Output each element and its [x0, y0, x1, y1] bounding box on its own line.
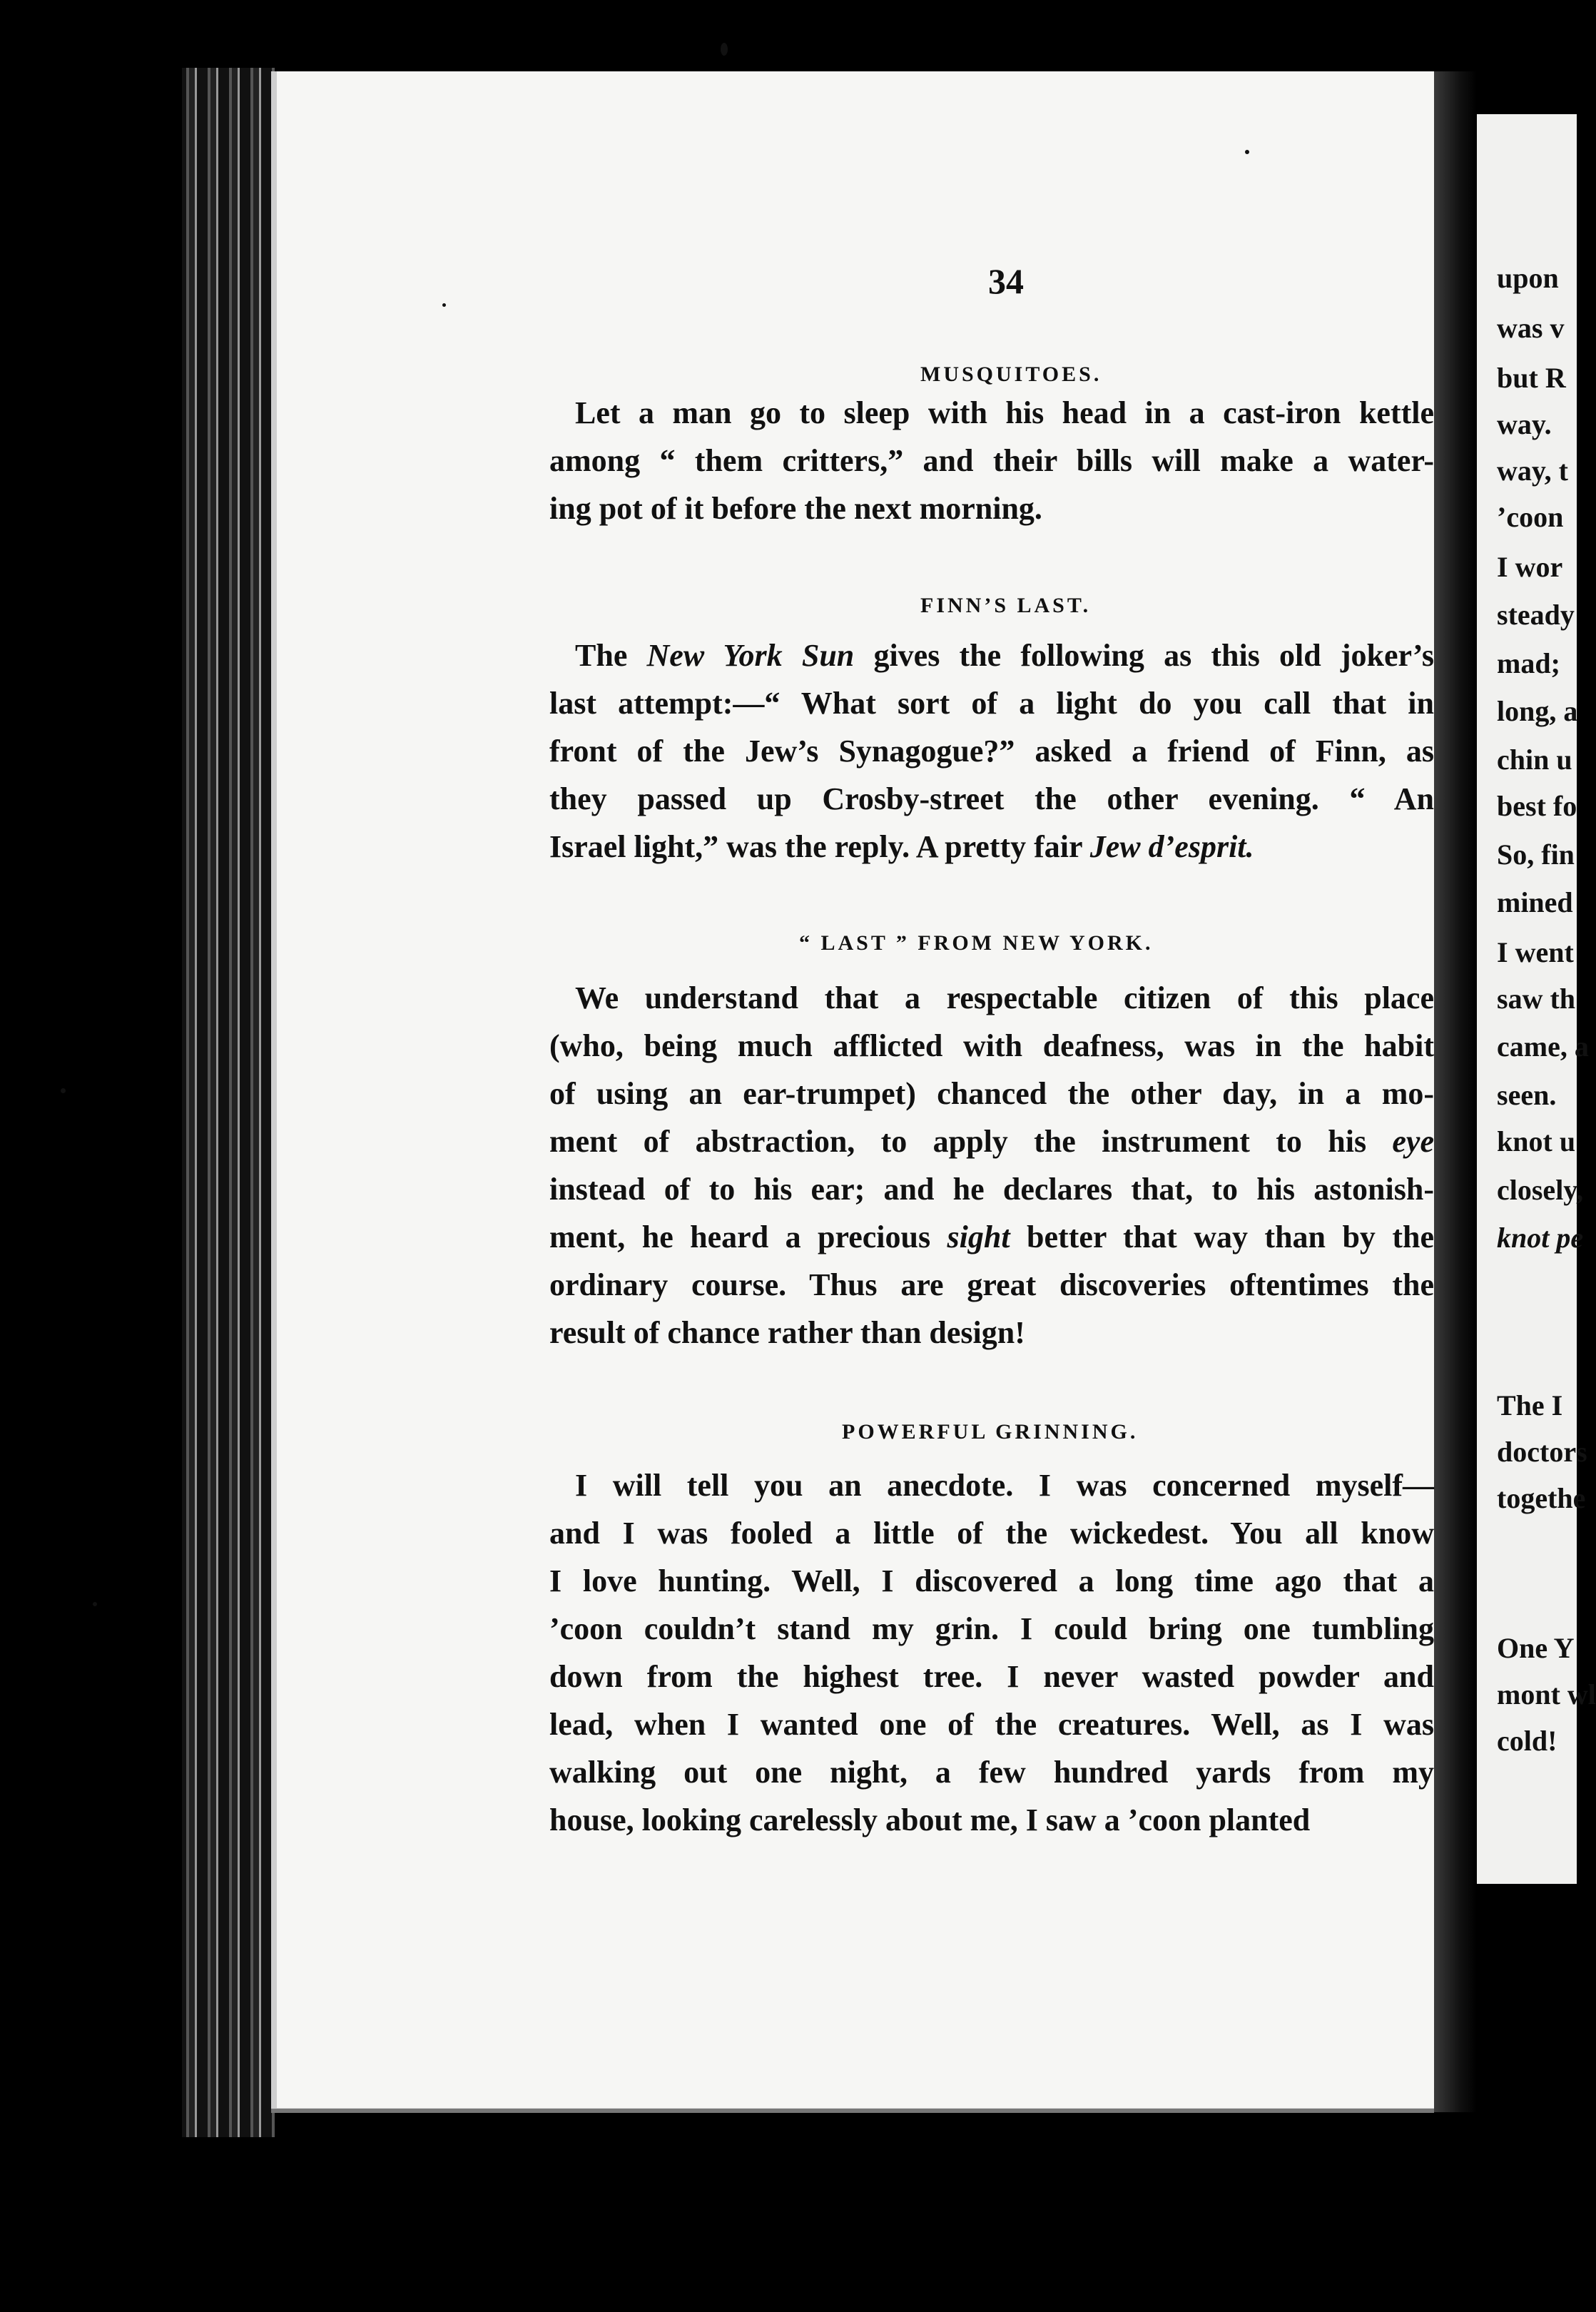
facing-page-line: The I [1497, 1389, 1563, 1421]
ink-speck [93, 1602, 97, 1606]
text-line: front of the Jew’s Synagogue?” asked a friend of Finn, as [549, 734, 1434, 769]
text-line: ment, he heard a precious sight better that way than by the [549, 1220, 1435, 1254]
text-line: result of chance rather than design! [549, 1315, 1025, 1350]
section-heading: MUSQUITOES. [920, 362, 1102, 386]
section-paragraph [549, 389, 1434, 532]
facing-page-line: was v [1497, 312, 1565, 344]
facing-page-line: togethe [1497, 1482, 1586, 1514]
text-line: ’coon couldn’t stand my grin. I could bring one tumbling [549, 1611, 1434, 1646]
text-line: among “ them critters,” and their bills will make a water- [549, 443, 1434, 478]
text-line: ordinary course. Thus are great discoveries oftentimes the [549, 1267, 1434, 1302]
section-heading: FINN’S LAST. [920, 594, 1092, 617]
ink-speck [61, 1088, 66, 1093]
text-line: Let a man go to sleep with his head in a cast-iron kettle [575, 395, 1434, 430]
facing-page-line: but R [1497, 362, 1566, 394]
text-line: last attempt:—“ What sort of a light do you call that in [549, 686, 1434, 721]
text-line: We understand that a respectable citizen of this place [575, 980, 1434, 1015]
facing-page [1477, 114, 1596, 1884]
section-paragraph [549, 974, 1434, 1357]
section-heading: “ LAST ” FROM NEW YORK. [799, 931, 1154, 955]
italic-phrase: eye [1392, 1124, 1434, 1159]
section-heading: POWERFUL GRINNING. [842, 1420, 1139, 1444]
italic-phrase: New York Sun [646, 638, 855, 673]
facing-page-line: closely, [1497, 1174, 1584, 1206]
section-paragraph [549, 1461, 1434, 1844]
page-bottom-edge [271, 2109, 1434, 2113]
facing-page-line: One Y [1497, 1632, 1575, 1664]
section-paragraph [549, 632, 1434, 871]
text-line: walking out one night, a few hundred yards from my [549, 1755, 1434, 1790]
facing-page-line: doctors [1497, 1436, 1587, 1468]
text-line: I will tell you an anecdote. I was concerned myself— [575, 1468, 1434, 1503]
ink-speck [721, 43, 728, 56]
text-line: lead, when I wanted one of the creatures. Well, as I was [549, 1707, 1434, 1742]
facing-page-line: chin u [1497, 744, 1572, 776]
facing-page-line: way, t [1497, 455, 1568, 487]
facing-page-line: knot u [1497, 1125, 1576, 1157]
ink-speck [1245, 150, 1249, 154]
facing-page-line: So, fin [1497, 838, 1575, 871]
facing-page-line: mont wl [1497, 1678, 1596, 1710]
text-line: Israel light,” was the reply. A pretty fair Jew d’esprit. [549, 829, 1254, 864]
facing-page-line: I went [1497, 936, 1574, 968]
page-number: 34 [988, 261, 1024, 301]
text-line: (who, being much afflicted with deafness, was in the habit [549, 1028, 1434, 1063]
text-line: ing pot of it before the next morning. [549, 491, 1042, 526]
text-line: they passed up Crosby-street the other evening. “ An [549, 781, 1434, 816]
facing-page-line: knot pe [1497, 1222, 1584, 1254]
facing-page-line: steady [1497, 599, 1575, 631]
facing-page-line: cold! [1497, 1725, 1557, 1757]
ink-speck [442, 303, 446, 307]
italic-phrase: Jew d’esprit. [1089, 829, 1254, 864]
text-line: The New York Sun gives the following as this old joker’s [575, 638, 1434, 673]
text-line: of using an ear-trumpet) chanced the other day, in a mo- [549, 1076, 1434, 1111]
text-line: house, looking carelessly about me, I saw a ’coon planted [549, 1803, 1311, 1837]
facing-page-line: best fo [1497, 790, 1577, 822]
facing-page-line: way. [1497, 408, 1552, 440]
facing-page-line: ’coon [1497, 501, 1564, 533]
text-line: I love hunting. Well, I discovered a long time ago that a [549, 1563, 1434, 1598]
text-line: and I was fooled a little of the wickedest. You all know [549, 1516, 1434, 1551]
text-line: instead of to his ear; and he declares that, to his astonish- [549, 1172, 1434, 1207]
italic-phrase: sight [947, 1220, 1010, 1254]
book-gutter [1434, 71, 1477, 2112]
facing-page-line: upon [1497, 262, 1559, 294]
page-stack-edge [182, 68, 275, 2137]
facing-page-line: saw th [1497, 983, 1576, 1015]
text-line: ment of abstraction, to apply the instrument to his eye [549, 1124, 1434, 1159]
facing-page-line: mined [1497, 886, 1573, 918]
facing-page-line: came, a [1497, 1030, 1589, 1063]
facing-page-line: mad; [1497, 647, 1560, 679]
facing-page-line: seen. [1497, 1079, 1557, 1111]
facing-page-line: long, a [1497, 695, 1578, 727]
facing-page-line: I wor [1497, 551, 1563, 583]
text-line: down from the highest tree. I never wasted powder and [549, 1659, 1434, 1694]
